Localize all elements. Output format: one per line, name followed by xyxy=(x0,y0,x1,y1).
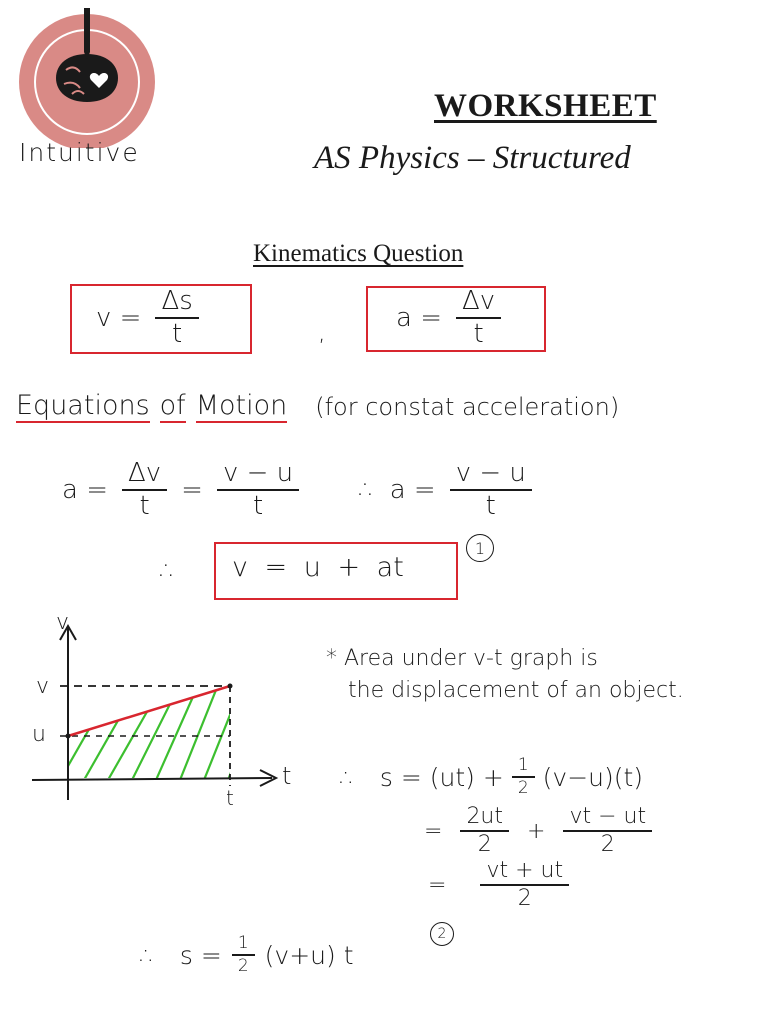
area-l3-eq: = xyxy=(428,872,447,898)
deriv-f1-num: Δv xyxy=(127,458,162,489)
area-l2-f2-den: 2 xyxy=(600,832,615,857)
area-l1-half-den: 2 xyxy=(517,778,529,798)
deriv-f3-num: v − u xyxy=(455,458,526,489)
eq1-therefore: ∴ xyxy=(160,556,177,586)
graph-u-tick: u xyxy=(32,722,46,747)
deriv-equals: = xyxy=(181,475,203,505)
acceleration-lhs: a = xyxy=(396,303,442,333)
velocity-definition xyxy=(96,288,199,348)
area-l2-fraction-1 xyxy=(460,805,509,857)
deriv-a-lhs-2: a = xyxy=(389,475,436,505)
eq1-label: 1 xyxy=(466,534,494,562)
area-line-3 xyxy=(428,857,569,911)
deriv-fraction-2 xyxy=(217,459,299,520)
note-line-1: * Area under v-t graph is xyxy=(326,646,598,671)
eq2-row xyxy=(140,930,354,980)
vt-graph xyxy=(20,610,320,810)
area-l2-f1-den: 2 xyxy=(477,832,492,857)
section-heading: Kinematics Question xyxy=(253,240,464,267)
eq2-half xyxy=(232,934,255,975)
eq2-half-num: 1 xyxy=(237,933,249,954)
eq2-s: s = xyxy=(179,940,222,970)
deriv-a-lhs: a = xyxy=(62,475,108,505)
graph-v-tick: v xyxy=(36,674,50,699)
area-line-2 xyxy=(424,804,652,858)
eom-heading-word2: of xyxy=(159,390,186,421)
eom-note: (for constat acceleration) xyxy=(315,392,620,421)
velocity-denominator: t xyxy=(172,319,183,349)
acceleration-fraction xyxy=(456,287,501,348)
eq2-rest: (v+u) t xyxy=(264,940,354,970)
eom-heading-word3: Motion xyxy=(195,390,288,421)
deriv-fraction-1 xyxy=(122,459,167,520)
area-l1-s: s = (ut) + xyxy=(379,762,504,792)
area-l1-therefore: ∴ xyxy=(340,762,356,792)
deriv-therefore: ∴ xyxy=(359,475,376,505)
brain-heart-pencil-icon xyxy=(16,6,158,148)
area-l2-f1-num: 2ut xyxy=(466,803,504,829)
acceleration-numerator: Δv xyxy=(461,286,496,317)
brand-logo xyxy=(16,6,158,148)
velocity-lhs: v = xyxy=(96,303,142,333)
area-l2-eq: = xyxy=(424,818,443,844)
deriv-f1-den: t xyxy=(139,491,150,521)
graph-x-label: t xyxy=(282,762,292,790)
note-line-2: the displacement of an object. xyxy=(348,678,684,703)
brand-name: Intuitive xyxy=(19,138,140,167)
area-line-1 xyxy=(340,750,643,804)
worksheet-subtitle: AS Physics – Structured xyxy=(314,140,631,176)
area-l1-half xyxy=(512,756,535,797)
definition-separator: , xyxy=(318,318,326,346)
deriv-f2-num: v − u xyxy=(222,458,294,489)
acceleration-denominator: t xyxy=(473,319,484,349)
area-l2-plus: + xyxy=(527,818,546,844)
deriv-f2-den: t xyxy=(252,491,264,521)
eom-heading xyxy=(16,390,619,423)
velocity-numerator: Δs xyxy=(161,286,193,317)
acceleration-definition xyxy=(396,288,501,348)
area-l3-num: vt + ut xyxy=(486,857,564,883)
velocity-fraction xyxy=(155,287,198,348)
area-l1-rest: (v−u)(t) xyxy=(542,762,644,792)
worksheet-title: WORKSHEET xyxy=(434,88,657,124)
deriv-fraction-3 xyxy=(450,459,532,520)
acceleration-derivation xyxy=(62,458,532,522)
area-l2-fraction-2 xyxy=(563,805,652,857)
graph-y-label: v xyxy=(56,610,70,635)
velocity-line xyxy=(68,686,230,736)
area-l3-den: 2 xyxy=(517,886,532,911)
graph-t-tick: t xyxy=(226,786,234,810)
deriv-f3-den: t xyxy=(485,491,496,521)
start-point xyxy=(66,734,71,739)
eq2-therefore: ∴ xyxy=(140,940,156,970)
area-l1-half-num: 1 xyxy=(517,755,529,776)
area-l2-f2-num: vt − ut xyxy=(569,803,647,829)
area-l3-fraction xyxy=(480,859,569,911)
eq2-label: 2 xyxy=(430,922,454,946)
eom-heading-word1: Equations xyxy=(16,390,150,421)
eq2-half-den: 2 xyxy=(237,956,249,976)
end-point xyxy=(228,684,233,689)
eq1-text: v = u + at xyxy=(232,552,404,583)
